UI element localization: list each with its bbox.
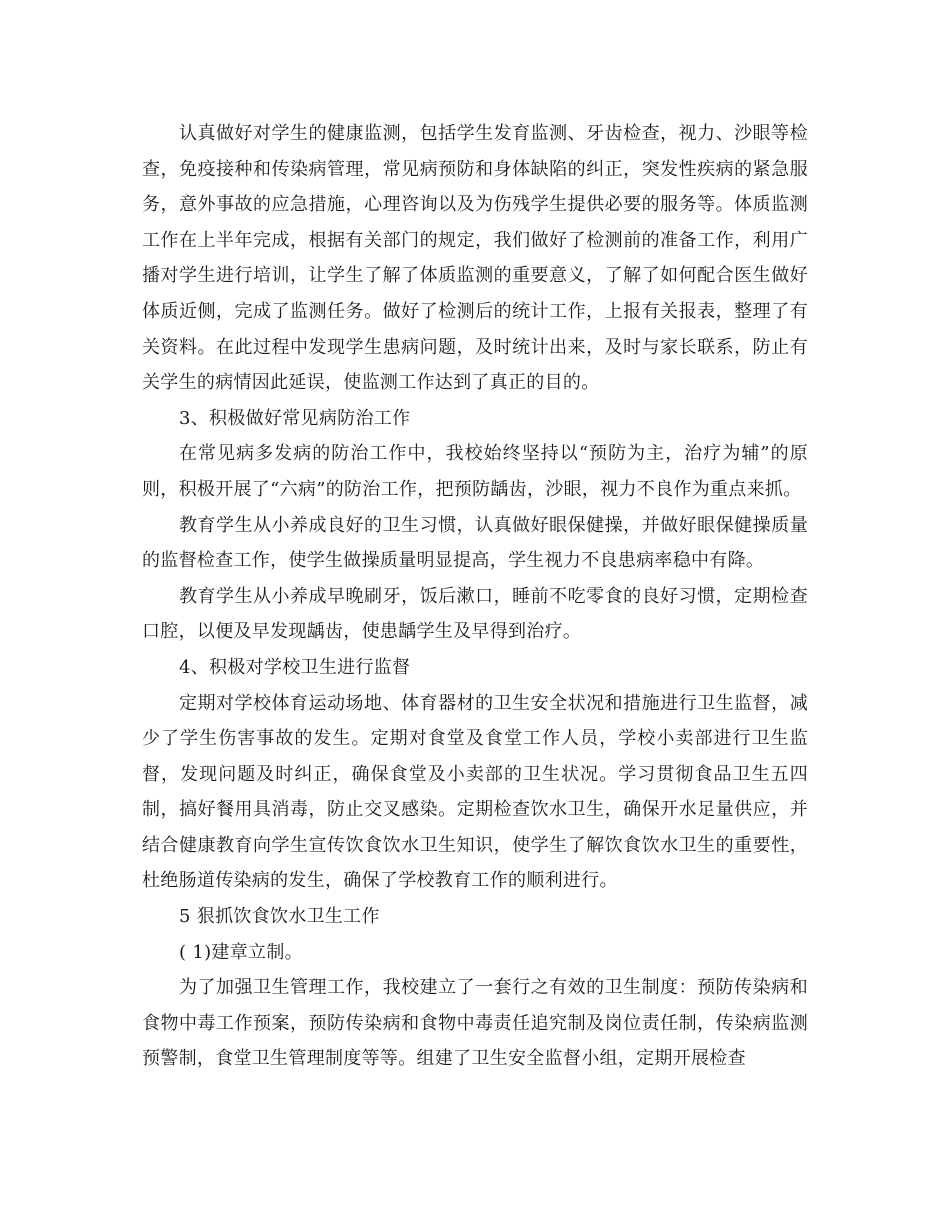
section-heading-5: 5 狠抓饮食饮水卫生工作 bbox=[179, 906, 380, 928]
paragraph-eye-exercises: 教育学生从小养成良好的卫生习惯，认真做好眼保健操，并做好眼保健操质量的监督检查工作，使学生做操质量明显提高，学生视力不良患病率稳中有降。 bbox=[142, 514, 808, 572]
subsection-heading-1: ( 1)建章立制。 bbox=[179, 941, 303, 963]
paragraph-school-supervision: 定期对学校体育运动场地、体育器材的卫生安全状况和措施进行卫生监督，减少了学生伤害事故的发生。定期对食堂及食堂工作人员，学校小卖部进行卫生监督，发现问题及时纠正，确保食堂及小卖部的卫生状况。学习贯彻食品卫生五四制，搞好餐用具消毒，防止交叉感染。定期检查饮水卫生，确保开水足量供应，并结合健康教育向学生宣传饮食饮水卫生知识，使学生了解饮食饮水卫生的重要性，杜绝肠道传染病的发生，确保了学校教育工作的顺利进行。 bbox=[142, 692, 808, 892]
paragraph-disease-prevention: 在常见病多发病的防治工作中，我校始终坚持以“预防为主，治疗为辅”的原则，积极开展了“六病”的防治工作，把预防龋齿，沙眼，视力不良作为重点来抓。 bbox=[142, 443, 808, 500]
paragraph-health-monitoring: 认真做好对学生的健康监测，包括学生发育监测、牙齿检查，视力、沙眼等检查，免疫接种和传染病管理，常见病预防和身体缺陷的纠正，突发性疾病的紧急服务，意外事故的应急措施，心理咨询以及为伤残学生提供必要的服务等。体质监测工作在上半年完成，根据有关部门的规定，我们做好了检测前的准备工作，利用广播对学生进行培训，让学生了解了体质监测的重要意义，了解了如何配合医生做好体质近侧，完成了监测任务。做好了检测后的统计工作，上报有关报表，整理了有关资料。在此过程中发现学生患病问题，及时统计出来，及时与家长联系，防止有关学生的病情因此延误，使监测工作达到了真正的目的。 bbox=[142, 123, 808, 394]
paragraph-regulations: 为了加强卫生管理工作，我校建立了一套行之有效的卫生制度：预防传染病和食物中毒工作预案，预防传染病和食物中毒责任追究制及岗位责任制，传染病监测预警制，食堂卫生管理制度等等。组建了卫生安全监督小组，定期开展检查 bbox=[142, 977, 808, 1070]
section-heading-4: 4、积极对学校卫生进行监督 bbox=[179, 656, 411, 678]
section-heading-3: 3、积极做好常见病防治工作 bbox=[179, 407, 411, 429]
paragraph-oral-hygiene: 教育学生从小养成早晚刷牙，饭后漱口，睡前不吃零食的良好习惯，定期检查口腔，以便及早发现龋齿，使患龋学生及早得到治疗。 bbox=[142, 585, 808, 643]
document-body bbox=[142, 116, 808, 1077]
